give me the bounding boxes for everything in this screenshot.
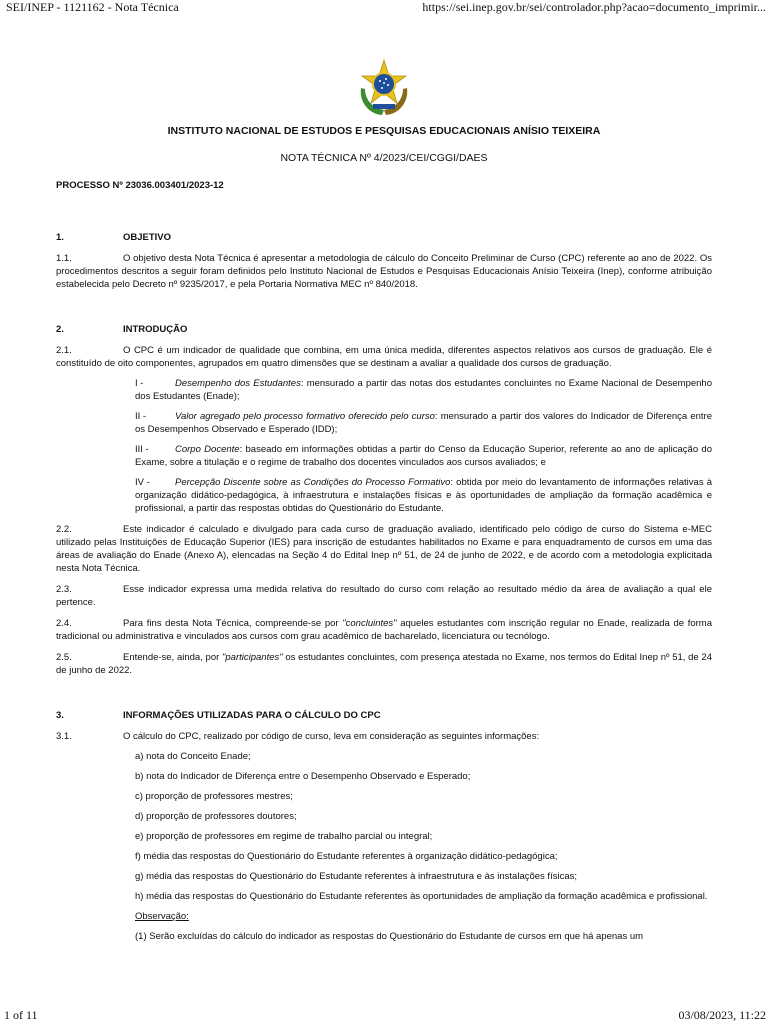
paragraph-2-5: [56, 651, 712, 677]
paragraph-number: 2.4.: [56, 618, 72, 629]
print-footer: [0, 1006, 768, 1024]
section-title: INFORMAÇÕES UTILIZADAS PARA O CÁLCULO DO CPC: [123, 710, 381, 721]
item-roman: IV -: [135, 477, 150, 488]
paragraph-number: 1.1.: [56, 253, 72, 264]
paragraph-3-1: [56, 730, 712, 743]
list-item: b) nota do Indicador de Diferença entre o Desempenho Observado e Esperado;: [135, 771, 471, 782]
paragraph-number: 2.3.: [56, 584, 72, 595]
defined-term: "concluintes": [342, 618, 397, 629]
paragraph-text: O CPC é um indicador de qualidade que combina, em uma única medida, diferentes aspectos relativos aos cursos de graduação. Ele é constituído de oito componentes, agrupados em quatro dimensões que se destinam a avaliar a qualidade dos cursos de graduação.: [56, 345, 712, 369]
paragraph-text: Esse indicador expressa uma medida relativa do resultado do curso com relação ao resultado médio da área de avaliação a qual ele pertence.: [56, 584, 712, 608]
document-page: [56, 58, 712, 943]
paragraph-number: 2.5.: [56, 652, 72, 663]
item-roman: III -: [135, 444, 149, 455]
print-header: [0, 0, 768, 18]
list-item: a) nota do Conceito Enade;: [135, 751, 251, 762]
section-objective: [56, 231, 712, 244]
section-title: INTRODUÇÃO: [123, 324, 188, 335]
print-header-url: https://sei.inep.gov.br/sei/controlador.php?acao=documento_imprimir...: [422, 0, 766, 14]
list-item: f) média das respostas do Questionário do Estudante referentes à organização didático-pedagógica;: [135, 851, 558, 862]
item-text: : mensurado a partir dos valores do Indicador de Diferença entre os Desempenhos Observado e Esperado (IDD);: [135, 411, 713, 435]
item-roman: I -: [135, 378, 144, 389]
section-information: [56, 709, 712, 722]
list-item: g) média das respostas do Questionário do Estudante referentes à infraestrutura e às instalações físicas;: [135, 871, 577, 882]
item-text: : obtida por meio do levantamento de informações relativas à organização didático-pedagógica, à infraestrutura e instalações físicas e às oportunidades de ampliação da formação acadêmica e profissional, a partir das respostas obtidas do Questionário do Estudante.: [135, 477, 712, 514]
item-title: Desempenho dos Estudantes: [175, 378, 301, 389]
institution-name: INSTITUTO NACIONAL DE ESTUDOS E PESQUISAS EDUCACIONAIS ANÍSIO TEIXEIRA: [167, 125, 601, 137]
paragraph-2-2: [56, 523, 712, 575]
item-text: : mensurado a partir das notas dos estudantes concluintes no Exame Nacional de Desempenho dos Estudantes (Enade);: [135, 378, 712, 402]
item-text: : baseado em informações obtidas a partir do Censo da Educação Superior, referente ao ano de aplicação do Exame, sobre a titulação e o regime de trabalho dos docentes vinculados aos cursos avaliados; e: [135, 444, 713, 468]
list-item: e) proporção de professores em regime de trabalho parcial ou integral;: [135, 831, 433, 842]
item-title: Percepção Discente sobre as Condições do Processo Formativo: [175, 477, 451, 488]
print-timestamp: 03/08/2023, 11:22: [678, 1008, 766, 1022]
list-item: c) proporção de professores mestres;: [135, 791, 293, 802]
observation-label: Observação:: [135, 911, 189, 922]
dimension-item: [135, 410, 712, 436]
process-number: PROCESSO Nº 23036.003401/2023-12: [56, 180, 224, 191]
paragraph-text: Entende-se, ainda, por: [123, 652, 222, 663]
paragraph-text: O objetivo desta Nota Técnica é apresentar a metodologia de cálculo do Conceito Preliminar de Curso (CPC) referente ao ano de 2022. Os procedimentos descritos a seguir foram definidos pelo Instituto Nacional de Estudos e Pesquisas Educacionais Anísio Teixeira (Inep), conforme atribuição estabelecida pelo Decreto nº 9235/2017, e pela Portaria Normativa MEC nº 840/2018.: [56, 253, 712, 290]
section-number: 1.: [56, 232, 64, 243]
paragraph-text: Para fins desta Nota Técnica, compreende-se por: [123, 618, 343, 629]
paragraph-2-3: [56, 583, 712, 609]
paragraph-number: 3.1.: [56, 731, 72, 742]
defined-term: "participantes": [222, 652, 283, 663]
paragraph-text: Este indicador é calculado e divulgado para cada curso de graduação avaliado, identificado pelo código de curso do Sistema e-MEC utilizado pelas Instituições de Educação Superior (IES) para inscrição de estudantes habilitados no Exame e para enquadramento de cursos em uma das áreas de avaliação do Enade (Anexo A), elencadas na Seção 4 do Edital Inep nº 51, de 24 de junho de 2022, e de acordo com a metodologia explicitada nesta Nota Técnica.: [56, 524, 712, 574]
paragraph-2-1: [56, 344, 712, 370]
note-title: NOTA TÉCNICA Nº 4/2023/CEI/CGGI/DAES: [280, 152, 488, 164]
paragraph-text: aqueles estudantes com inscrição regular no Enade, realizada de forma tradicional ou administrativa e vinculados aos cursos com grau acadêmico de bacharelado, licenciatura ou tecnólogo.: [56, 618, 713, 642]
section-title: OBJETIVO: [123, 232, 172, 243]
observation-text: (1) Serão excluídas do cálculo do indicador as respostas do Questionário do Estudante de cursos em que há apenas um: [135, 931, 644, 942]
dimension-item: [135, 476, 712, 515]
page-counter: 1 of 11: [4, 1008, 38, 1022]
dimension-item: [135, 377, 712, 403]
paragraph-text: O cálculo do CPC, realizado por código de curso, leva em consideração as seguintes informações:: [123, 731, 540, 742]
section-number: 3.: [56, 710, 64, 721]
paragraph-number: 2.2.: [56, 524, 72, 535]
dimension-item: [135, 443, 712, 469]
section-number: 2.: [56, 324, 64, 335]
item-title: Corpo Docente: [175, 444, 240, 455]
print-header-title: SEI/INEP - 1121162 - Nota Técnica: [6, 0, 179, 14]
list-item: h) média das respostas do Questionário do Estudante referentes às oportunidades de ampliação da formação acadêmica e profissional.: [135, 891, 708, 902]
list-item: d) proporção de professores doutores;: [135, 811, 297, 822]
paragraph-text: os estudantes concluintes, com presença atestada no Exame, nos termos do Edital Inep nº 51, de 24 de junho de 2022.: [56, 652, 712, 676]
item-title: Valor agregado pelo processo formativo oferecido pelo curso: [175, 411, 435, 422]
paragraph-number: 2.1.: [56, 345, 72, 356]
paragraph-2-4: [56, 617, 712, 643]
coat-of-arms-icon: [355, 58, 413, 118]
section-introduction: [56, 323, 712, 336]
paragraph-1-1: [56, 252, 712, 291]
item-roman: II -: [135, 411, 147, 422]
